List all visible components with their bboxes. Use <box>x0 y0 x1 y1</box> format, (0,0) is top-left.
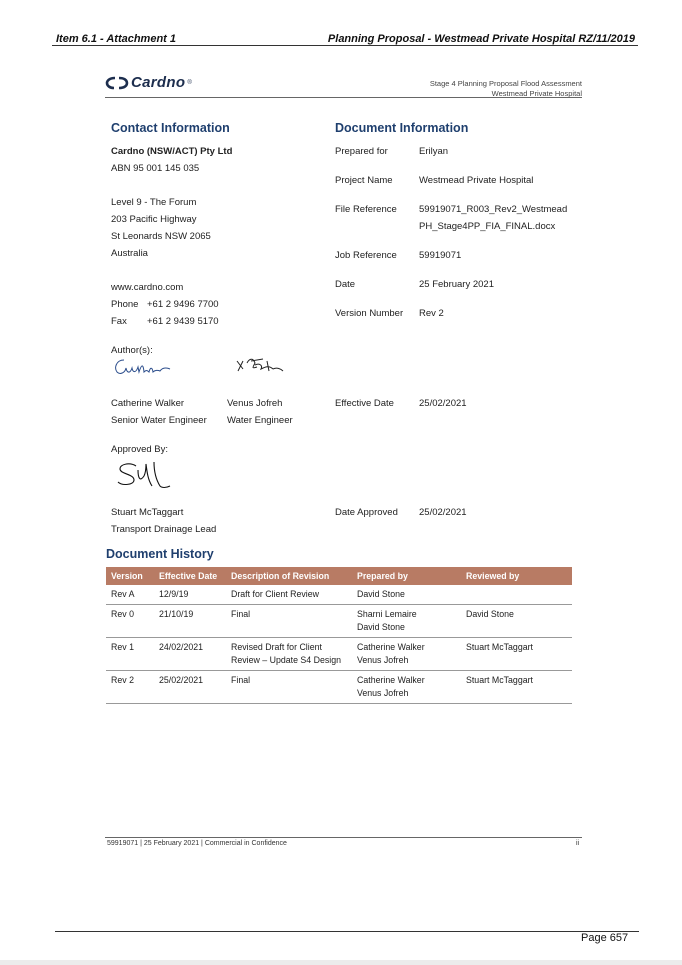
page-number: Page 657 <box>581 932 629 944</box>
document-history-table <box>106 567 572 704</box>
page-rule <box>55 931 639 932</box>
table-row <box>106 671 572 704</box>
cell-prepared-by <box>352 605 461 638</box>
job-reference-value: 59919071 <box>419 250 462 261</box>
phone-number: +61 2 9496 7700 <box>147 299 219 310</box>
description-line-2: Review – Update S4 Design <box>231 655 342 665</box>
cell-prepared-by <box>352 638 461 671</box>
column-header-prepared-by: Prepared by <box>352 567 461 585</box>
description-line-1: Final <box>231 675 251 685</box>
file-reference-line-2: PH_Stage4PP_FIA_FINAL.docx <box>419 221 556 232</box>
approver-role: Transport Drainage Lead <box>111 524 217 535</box>
cell-date: 24/02/2021 <box>154 638 226 671</box>
abn: ABN 95 001 145 035 <box>111 163 200 174</box>
cell-description <box>226 605 352 638</box>
cell-version: Rev 0 <box>106 605 154 638</box>
logo-registered-mark: ® <box>187 79 192 86</box>
cell-reviewed-by <box>461 585 572 605</box>
subheader-line-2: Westmead Private Hospital <box>491 89 582 98</box>
footer-page-roman: ii <box>576 840 580 847</box>
effective-date-label: Effective Date <box>335 398 394 409</box>
address-line-4: Australia <box>111 248 148 259</box>
footer-rule <box>105 837 582 838</box>
cardno-logo-icon <box>105 76 129 90</box>
fax-number: +61 2 9439 5170 <box>147 316 219 327</box>
preparer-line-1: David Stone <box>357 589 405 599</box>
project-name-label: Project Name <box>335 175 393 186</box>
approver-name: Stuart McTaggart <box>111 507 184 518</box>
cell-version: Rev A <box>106 585 154 605</box>
proposal-title: Planning Proposal - Westmead Private Hospital RZ/11/2019 <box>327 33 635 45</box>
address-line-3: St Leonards NSW 2065 <box>111 231 211 242</box>
logo-wordmark: Cardno <box>131 74 186 91</box>
page-bottom-edge <box>0 960 682 965</box>
approver-signature <box>114 456 176 492</box>
job-reference-label: Job Reference <box>335 250 397 261</box>
website: www.cardno.com <box>111 282 184 293</box>
document-info-heading: Document Information <box>335 121 469 135</box>
table-row <box>106 605 572 638</box>
fax-label: Fax <box>111 316 127 327</box>
prepared-for-label: Prepared for <box>335 146 388 157</box>
preparer-line-1: Catherine Walker <box>357 642 425 652</box>
version-number-label: Version Number <box>335 308 404 319</box>
author2-role: Water Engineer <box>227 415 293 426</box>
table-header-row <box>106 567 572 585</box>
author1-name: Catherine Walker <box>111 398 185 409</box>
cell-description <box>226 585 352 605</box>
subheader-line-1: Stage 4 Planning Proposal Flood Assessment <box>429 79 582 88</box>
author2-signature <box>233 353 285 377</box>
file-reference-label: File Reference <box>335 204 397 215</box>
header-rule <box>52 45 638 46</box>
date-approved-label: Date Approved <box>335 507 398 518</box>
document-history-heading: Document History <box>106 547 214 561</box>
cell-version: Rev 1 <box>106 638 154 671</box>
cell-date: 21/10/19 <box>154 605 226 638</box>
description-line-1: Revised Draft for Client <box>231 642 322 652</box>
cell-reviewed-by: Stuart McTaggart <box>461 671 572 704</box>
approved-by-label: Approved By: <box>111 444 169 455</box>
preparer-line-1: Catherine Walker <box>357 675 425 685</box>
cell-version: Rev 2 <box>106 671 154 704</box>
column-header-reviewed-by: Reviewed by <box>461 567 572 585</box>
cardno-logo <box>105 74 192 91</box>
date-value: 25 February 2021 <box>419 279 494 290</box>
cell-description <box>226 638 352 671</box>
contact-heading: Contact Information <box>111 121 230 135</box>
effective-date-value: 25/02/2021 <box>419 398 467 409</box>
file-reference-line-1: 59919071_R003_Rev2_Westmead <box>419 204 568 215</box>
column-header-version: Version <box>106 567 154 585</box>
version-number-value: Rev 2 <box>419 308 444 319</box>
address-line-2: 203 Pacific Highway <box>111 214 197 225</box>
prepared-for-value: Erilyan <box>419 146 449 157</box>
author1-signature <box>112 356 174 378</box>
table-row <box>106 585 572 605</box>
project-name-value: Westmead Private Hospital <box>419 175 534 186</box>
report-subheader <box>430 79 582 99</box>
date-approved-value: 25/02/2021 <box>419 507 467 518</box>
address-line-1: Level 9 - The Forum <box>111 197 197 208</box>
cell-description <box>226 671 352 704</box>
preparer-line-1: Sharni Lemaire <box>357 609 417 619</box>
cell-prepared-by <box>352 585 461 605</box>
company-name: Cardno (NSW/ACT) Pty Ltd <box>111 146 233 157</box>
attachment-label: Item 6.1 - Attachment 1 <box>56 33 177 45</box>
description-line-1: Draft for Client Review <box>231 589 319 599</box>
column-header-description: Description of Revision <box>226 567 352 585</box>
table-row <box>106 638 572 671</box>
cell-prepared-by <box>352 671 461 704</box>
cell-reviewed-by: David Stone <box>461 605 572 638</box>
cell-date: 25/02/2021 <box>154 671 226 704</box>
authors-label: Author(s): <box>111 345 153 356</box>
author2-name: Venus Jofreh <box>227 398 283 409</box>
preparer-line-2: Venus Jofreh <box>357 655 409 665</box>
cell-date: 12/9/19 <box>154 585 226 605</box>
preparer-line-2: Venus Jofreh <box>357 688 409 698</box>
phone-label: Phone <box>111 299 139 310</box>
date-label: Date <box>335 279 356 290</box>
subheader-rule <box>105 97 582 98</box>
footer-reference: 59919071 | 25 February 2021 | Commercial in Confidence <box>107 840 287 847</box>
column-header-effective-date: Effective Date <box>154 567 226 585</box>
preparer-line-2: David Stone <box>357 622 405 632</box>
description-line-1: Final <box>231 609 251 619</box>
cell-reviewed-by: Stuart McTaggart <box>461 638 572 671</box>
author1-role: Senior Water Engineer <box>111 415 207 426</box>
